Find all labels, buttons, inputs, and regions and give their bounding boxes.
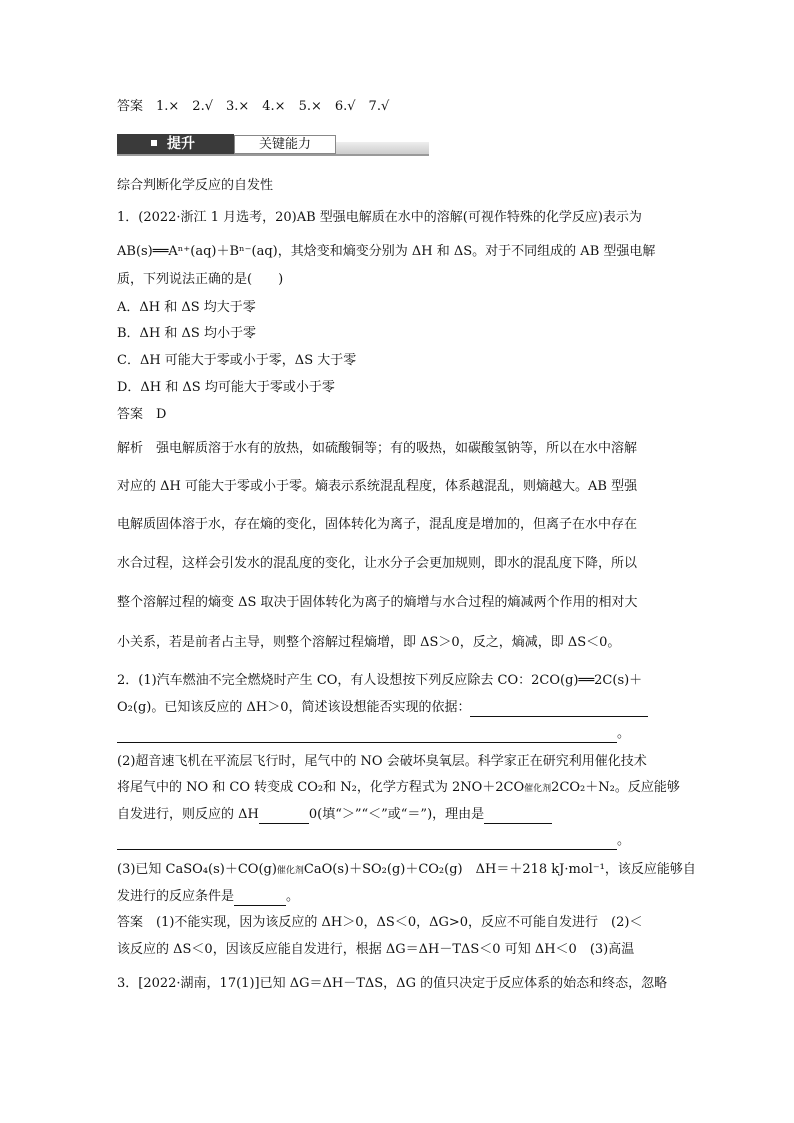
q2-answer-line1: 答案 (1)不能实现，因为该反应的 ΔH＞0，ΔS＜0，ΔG>0，反应不可能自发进行 (2)＜	[117, 915, 643, 930]
q2-part1-text: O₂(g)。已知该反应的 ΔH＞0，简述该设想能否实现的依据：	[117, 700, 471, 715]
catalyst-label: 催化剂	[524, 784, 552, 794]
q1-explanation-line2: 对应的 ΔH 可能大于零或小于零。熵表示系统混乱程度，体系越混乱，则熵越大。AB 型强	[117, 479, 638, 494]
q2-part2-end: 。	[617, 833, 631, 848]
banner-tag	[117, 134, 234, 154]
q1-answer: 答案 D	[117, 407, 167, 422]
q3-stem-line1: 3．[2022·湖南，17(1)]已知 ΔG＝ΔH－TΔS，ΔG 的值只决定于反应体系的始态和终态，忽略	[117, 976, 668, 991]
q2-part1-line3	[117, 725, 630, 743]
q2-part3-text: (3)已知 CaSO₄(s)＋CO(g)	[117, 862, 277, 877]
q2-part3-blank[interactable]	[234, 891, 286, 906]
q2-part1-line1: 2．(1)汽车燃油不完全燃烧时产生 CO，有人设想按下列反应除去 CO：2CO(g)══2C(s)＋	[117, 673, 643, 688]
q2-part2-blank-line[interactable]	[117, 835, 617, 850]
q1-stem-line1: 1．(2022·浙江 1 月选考，20)AB 型强电解质在水中的溶解(可视作特殊的化学反应)表示为	[117, 210, 642, 225]
q1-stem-line2: AB(s)══Aⁿ⁺(aq)＋Bⁿ⁻(aq)，其焓变和熵变分别为 ΔH 和 ΔS。对于不同组成的 AB 型强电解	[117, 244, 656, 259]
q2-part2-text-b: 2CO₂＋N₂。反应能够	[551, 780, 680, 795]
previous-answers: 答案 1.× 2.√ 3.× 4.× 5.× 6.√ 7.√	[117, 99, 390, 114]
q1-option-d: D．ΔH 和 ΔS 均可能大于零或小于零	[117, 380, 335, 395]
q1-explanation-line6: 小关系，若是前者占主导，则整个溶解过程熵增，即 ΔS＞0，反之，熵减，即 ΔS＜0。	[117, 635, 621, 650]
banner-label: 关键能力	[234, 135, 336, 154]
q2-part3-line2	[117, 888, 299, 906]
q2-part2-text-c: 自发进行，则反应的 ΔH	[117, 807, 259, 822]
section-title: 综合判断化学反应的自发性	[117, 178, 274, 193]
banner-rule	[117, 154, 429, 156]
q2-answer-line2: 该反应的 ΔS＜0，因该反应能自发进行，根据 ΔG＝ΔH－TΔS＜0 可知 ΔH＜0 (3)高温	[117, 942, 635, 957]
banner-tag-text: 提升	[167, 136, 195, 152]
q1-option-c: C．ΔH 可能大于零或小于零，ΔS 大于零	[117, 353, 357, 368]
q2-part2-line2	[117, 779, 680, 798]
q2-part2-line3	[117, 806, 552, 824]
q1-explanation-line1: 解析 强电解质溶于水有的放热，如硫酸铜等；有的吸热，如碳酸氢钠等，所以在水中溶解	[117, 441, 638, 456]
q2-part2-text-d: 0(填“＞”“＜”或“＝”)，理由是	[308, 807, 485, 822]
q2-part3-text-c: 发进行的反应条件是	[117, 889, 235, 904]
q1-option-a: A．ΔH 和 ΔS 均大于零	[117, 300, 256, 315]
q2-part2-line1: (2)超音速飞机在平流层飞行时，尾气中的 NO 会破坏臭氧层。科学家正在研究利用催化技术	[117, 754, 647, 769]
banner-shade	[336, 142, 429, 154]
q2-part1-blank[interactable]	[470, 702, 648, 717]
q2-part1-line2	[117, 699, 648, 717]
square-bullet-icon	[151, 140, 157, 146]
q2-part2-text: 将尾气中的 NO 和 CO 转变成 CO₂和 N₂，化学方程式为 2NO＋2CO	[117, 780, 525, 795]
q1-explanation-line3: 电解质固体溶于水，存在熵的变化，固体转化为离子，混乱度是增加的，但离子在水中存在	[117, 517, 638, 532]
q2-part3-end: 。	[286, 889, 300, 904]
q2-part2-blank-sign[interactable]	[259, 809, 309, 824]
catalyst-label: 催化剂	[276, 866, 304, 876]
q2-part2-blank-reason[interactable]	[484, 809, 552, 824]
q2-part1-end: 。	[617, 726, 631, 741]
q2-part1-blank-line[interactable]	[117, 728, 617, 743]
q2-part3-text-b: CaO(s)＋SO₂(g)＋CO₂(g) ΔH＝＋218 kJ·mol⁻¹，该反应能够自	[303, 862, 696, 877]
q1-explanation-line5: 整个溶解过程的熵变 ΔS 取决于固体转化为离子的熵增与水合过程的熵减两个作用的相对大	[117, 595, 638, 610]
q1-option-b: B．ΔH 和 ΔS 均小于零	[117, 326, 256, 341]
section-banner	[117, 134, 429, 156]
q1-stem-line3: 质，下列说法正确的是( )	[117, 272, 284, 287]
q1-explanation-line4: 水合过程，这样会引发水的混乱度的变化，让水分子会更加规则，即水的混乱度下降，所以	[117, 556, 638, 571]
q2-part3-line1	[117, 861, 696, 880]
q2-part2-line4	[117, 832, 630, 850]
